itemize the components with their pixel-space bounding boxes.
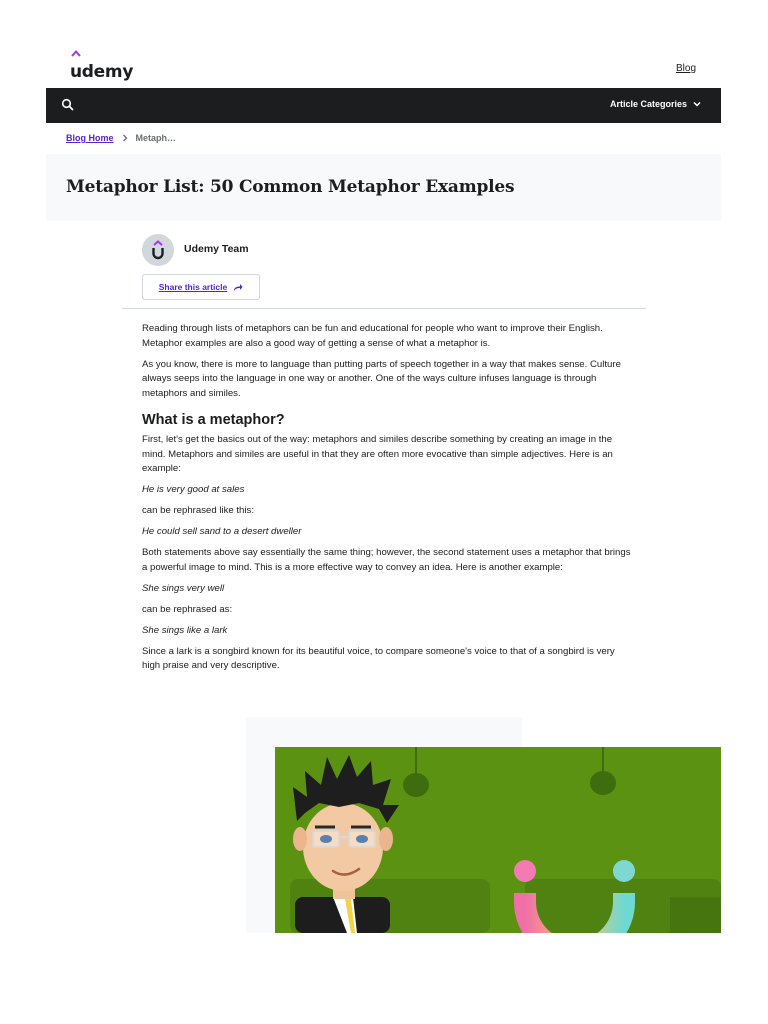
breadcrumb <box>66 133 176 143</box>
logo-text: udemy <box>70 62 134 82</box>
chevron-down-icon <box>693 101 701 107</box>
body-paragraph: Since a lark is a songbird known for its beautiful voice, to compare someone's voice to that of a songbird is very high praise and very descriptive. <box>142 645 615 671</box>
example-sentence: She sings like a lark <box>142 624 228 636</box>
share-arrow-icon <box>233 283 243 292</box>
author-name[interactable]: Udemy Team <box>184 243 249 255</box>
author-divider <box>122 308 646 309</box>
article-illustration <box>275 747 721 933</box>
illustration-svg <box>275 747 721 933</box>
breadcrumb-current: Metaph… <box>135 133 177 143</box>
top-navbar <box>46 88 721 123</box>
page-title: Metaphor List: 50 Common Metaphor Examples <box>66 177 515 197</box>
section-heading: What is a metaphor? <box>142 412 285 428</box>
share-article-label: Share this article <box>158 282 228 292</box>
body-paragraph: can be rephrased as: <box>142 603 233 615</box>
logo-hat-icon <box>71 50 81 57</box>
intro-paragraph: Reading through lists of metaphors can be fun and educational for people who want to improve their English. Metaphor examples are also a good way of getting a sense of what a metaphor is. <box>142 323 603 349</box>
body-paragraph: First, let's get the basics out of the way: metaphors and similes describe something by creating an image in the mind. Metaphors and similes are useful in that they are often more evocative than simple adjectives. Here is an example: <box>142 434 613 474</box>
example-sentence: He could sell sand to a desert dweller <box>142 526 302 537</box>
example-sentence: He is very good at sales <box>142 484 245 495</box>
author-avatar <box>142 234 174 266</box>
udemy-u-icon <box>150 240 166 260</box>
share-article-button[interactable] <box>142 274 260 300</box>
breadcrumb-blog-home[interactable]: Blog Home <box>66 133 114 143</box>
title-banner <box>46 154 721 221</box>
article-body <box>142 322 632 680</box>
body-paragraph: Both statements above say essentially the same thing; however, the second statement uses a metaphor that brings a powerful image to mind. This is a more effective way to convey an idea. Here is another example: <box>142 547 631 573</box>
udemy-logo[interactable] <box>70 56 133 82</box>
article-categories-button[interactable] <box>610 99 701 109</box>
body-paragraph: can be rephrased like this: <box>142 505 254 516</box>
search-icon[interactable] <box>60 97 76 113</box>
intro-paragraph: As you know, there is more to language than putting parts of speech together in a way that makes sense. Culture always seeps into the language in one way or another. One of the ways culture infuses language is through metaphors and similes. <box>142 358 621 399</box>
example-sentence: She sings very well <box>142 582 225 594</box>
article-categories-label: Article Categories <box>609 99 687 109</box>
chevron-right-icon <box>122 134 128 142</box>
blog-link[interactable]: Blog <box>675 63 696 74</box>
